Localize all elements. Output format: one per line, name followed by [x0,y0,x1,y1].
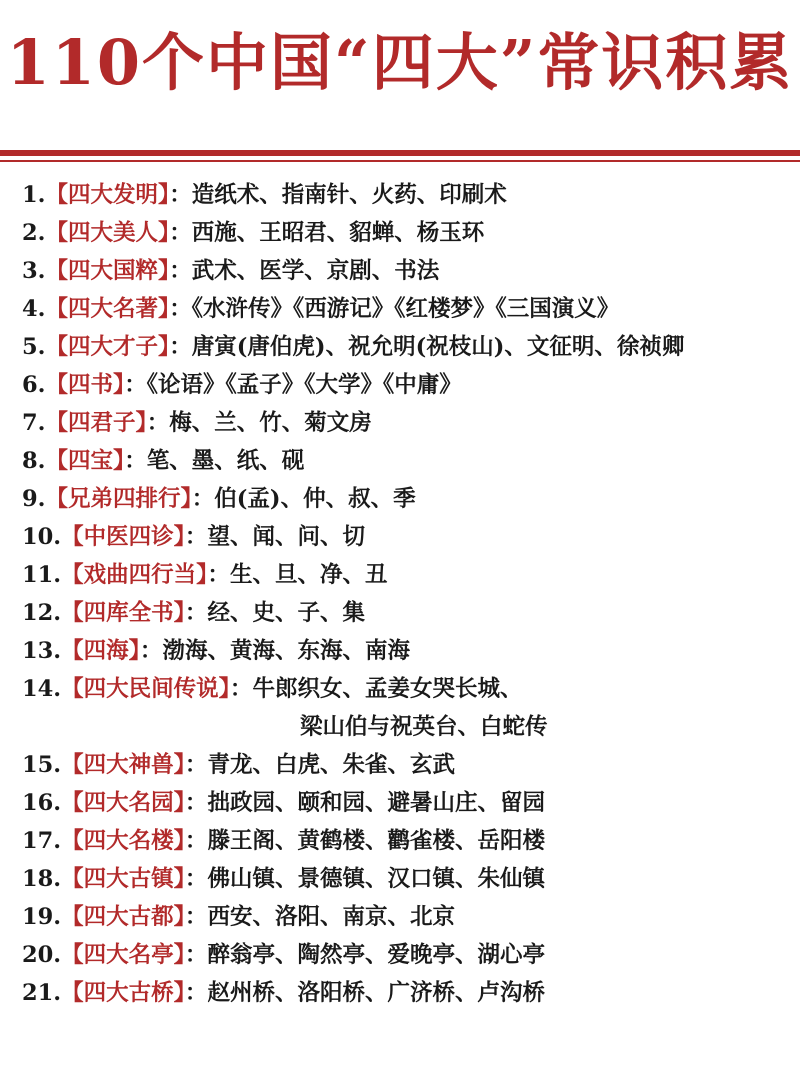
item-term: 【戏曲四行当】 [61,562,208,588]
item-content: 武术、医学、京剧、书法 [191,258,440,284]
item-number: 1. [22,182,46,208]
item-content: 渤海、黄海、东海、南海 [162,638,410,664]
item-term: 【四大古镇】 [61,866,185,892]
item-number: 13. [22,638,62,664]
item-content: 经、史、子、集 [207,600,365,626]
list-item-13 [22,632,792,670]
list-item-5 [22,328,792,366]
item-term: 【四大发明】 [45,182,170,208]
list-item-6 [22,366,792,404]
item-separator: ： [169,334,192,360]
item-number: 7. [22,410,46,436]
item-content: 西安、洛阳、南京、北京 [207,904,455,930]
item-content: 佛山镇、景德镇、汉口镇、朱仙镇 [207,866,545,892]
item-number: 17. [22,828,62,854]
item-separator: ： [184,980,208,1006]
title-divider-thick [0,150,800,156]
item-content: 青龙、白虎、朱雀、玄武 [207,752,455,778]
item-term: 【四宝】 [45,448,125,474]
item-content: 拙政园、颐和园、避暑山庄、留园 [207,790,545,816]
list-item-8 [22,442,792,480]
list-item-18 [22,860,792,898]
list-item-14-continuation: 梁山伯与祝英台、白蛇传 [300,714,548,740]
item-number: 6. [22,372,46,398]
item-separator: ： [124,372,147,398]
item-number: 20. [22,942,62,968]
item-term: 【四大古桥】 [61,980,185,1006]
item-separator: ： [184,904,208,930]
list-item-9 [22,480,792,518]
item-number: 3. [22,258,46,284]
list-item-12 [22,594,792,632]
list-item-20 [22,936,792,974]
item-content: 唐寅(唐伯虎)、祝允明(祝枝山)、文征明、徐祯卿 [191,334,685,360]
item-separator: ： [191,486,215,512]
item-term: 【四大名园】 [61,790,185,816]
item-term: 【四大古都】 [61,904,185,930]
item-separator: ： [146,410,170,436]
item-term: 【四大国粹】 [45,258,170,284]
item-separator: ： [169,296,192,322]
item-number: 2. [22,220,46,246]
item-separator: ： [184,942,208,968]
item-content: 梅、兰、竹、菊文房 [169,410,372,436]
item-term: 【兄弟四排行】 [45,486,192,512]
item-content: 笔、墨、纸、砚 [146,448,305,474]
item-number: 5. [22,334,46,360]
item-content: 赵州桥、洛阳桥、广济桥、卢沟桥 [207,980,545,1006]
knowledge-list [22,176,792,1012]
item-term: 【四海】 [61,638,140,664]
list-item-2 [22,214,792,252]
item-number: 11. [22,562,62,588]
item-content: 醉翁亭、陶然亭、爱晚亭、湖心亭 [207,942,545,968]
item-term: 【中医四诊】 [61,524,185,550]
item-term: 【四大名亭】 [61,942,185,968]
item-number: 19. [22,904,62,930]
item-number: 9. [22,486,46,512]
list-item-3 [22,252,792,290]
list-item-21 [22,974,792,1012]
item-term: 【四君子】 [45,410,147,436]
item-number: 12. [22,600,62,626]
item-separator: ： [169,220,192,246]
item-term: 【四大名著】 [45,296,170,322]
item-separator: ： [124,448,147,474]
item-number: 10. [22,524,62,550]
item-term: 【四大民间传说】 [61,676,230,702]
item-term: 【四大名楼】 [61,828,185,854]
item-separator: ： [184,752,208,778]
item-separator: ： [184,790,208,816]
item-content: 伯(孟)、仲、叔、季 [214,486,416,512]
list-item-10 [22,518,792,556]
item-content: 牛郎织女、孟姜女哭长城、 [252,676,523,702]
list-item-1 [22,176,792,214]
item-content: 《论语》《孟子》《大学》《中庸》 [146,372,462,398]
list-item-4 [22,290,792,328]
list-item-7 [22,404,792,442]
list-item-19 [22,898,792,936]
title-divider-thin [0,160,800,162]
item-term: 【四大才子】 [45,334,170,360]
list-item-17 [22,822,792,860]
item-separator: ： [229,676,253,702]
item-number: 15. [22,752,62,778]
item-separator: ： [207,562,230,588]
item-number: 14. [22,676,62,702]
list-item-16 [22,784,792,822]
item-number: 4. [22,296,46,322]
item-content: 西施、王昭君、貂蝉、杨玉环 [191,220,485,246]
item-separator: ： [169,182,192,208]
item-number: 8. [22,448,46,474]
item-separator: ： [184,524,208,550]
item-number: 16. [22,790,62,816]
item-content: 造纸术、指南针、火药、印刷术 [191,182,507,208]
item-separator: ： [184,600,208,626]
item-term: 【四大美人】 [45,220,170,246]
item-content: 滕王阁、黄鹤楼、鹳雀楼、岳阳楼 [207,828,545,854]
item-term: 【四书】 [45,372,125,398]
item-content: 生、旦、净、丑 [229,562,388,588]
list-item-14 [22,670,792,708]
page-title: 110个中国“四大”常识积累 [6,26,794,99]
item-separator: ： [139,638,163,664]
item-number: 21. [22,980,62,1006]
list-item-11 [22,556,792,594]
item-number: 18. [22,866,62,892]
item-separator: ： [184,828,208,854]
item-term: 【四大神兽】 [61,752,185,778]
item-separator: ： [169,258,192,284]
item-content: 望、闻、问、切 [207,524,365,550]
list-item-15 [22,746,792,784]
item-term: 【四库全书】 [61,600,185,626]
item-content: 《水浒传》《西游记》《红楼梦》《三国演义》 [191,296,620,322]
item-separator: ： [184,866,208,892]
